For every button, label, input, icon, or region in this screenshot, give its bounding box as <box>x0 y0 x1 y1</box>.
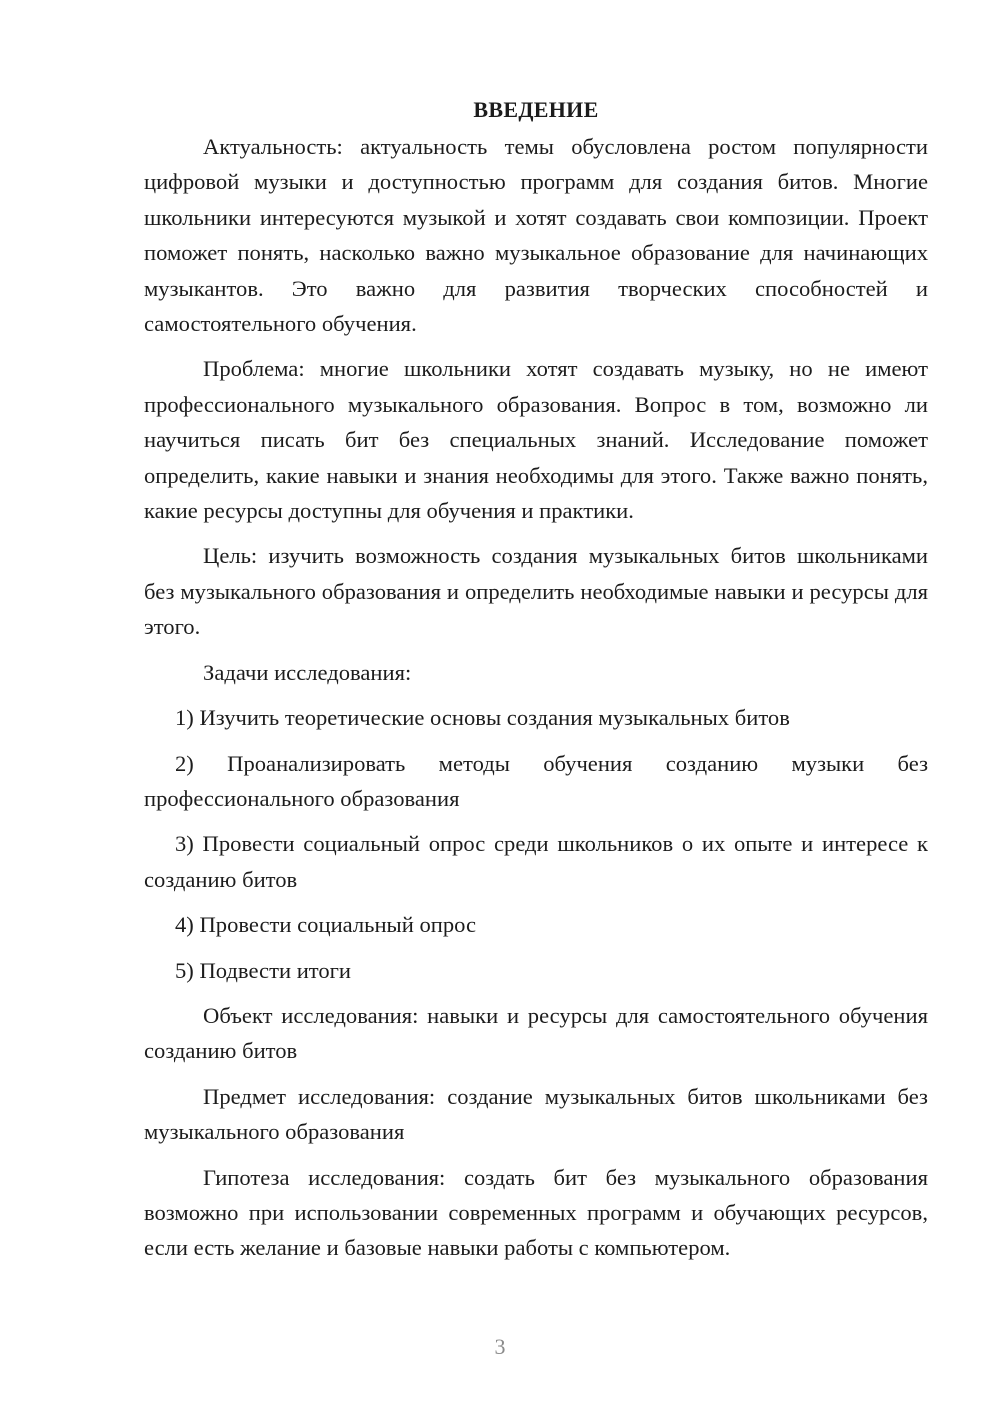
section-title: ВВЕДЕНИЕ <box>473 97 599 122</box>
goal-paragraph: Цель: изучить возможность создания музыкальных битов школьниками без музыкального образования и определить необходимые навыки и ресурсы для этого. <box>144 543 928 640</box>
subject-paragraph: Предмет исследования: создание музыкальных битов школьниками без музыкального образования <box>144 1083 928 1145</box>
object-paragraph: Объект исследования: навыки и ресурсы для самостоятельного обучения созданию битов <box>144 1002 928 1064</box>
task-item: 3) Провести социальный опрос среди школьников о их опыте и интересе к созданию битов <box>144 831 928 892</box>
problem-paragraph: Проблема: многие школьники хотят создавать музыку, но не имеют профессионального музыкального образования. Вопрос в том, возможно ли научиться писать бит без специальных знаний. Исследование поможет определить, какие навыки и знания необходимы для этого. Также важно понять, какие ресурсы доступны для обучения и практики. <box>144 356 928 524</box>
tasks-heading: Задачи исследования: <box>203 659 412 685</box>
page-content <box>144 92 928 1266</box>
task-item: 2) Проанализировать методы обучения созданию музыки без профессионального образования <box>144 750 928 811</box>
task-item: 4) Провести социальный опрос <box>175 912 477 938</box>
task-item: 1) Изучить теоретические основы создания музыкальных битов <box>175 705 790 731</box>
task-item: 5) Подвести итоги <box>175 957 352 983</box>
hypothesis-paragraph: Гипотеза исследования: создать бит без музыкального образования возможно при использовании современных программ и обучающих ресурсов, если есть желание и базовые навыки работы с компьютером. <box>144 1164 928 1261</box>
page-number: 3 <box>494 1334 506 1359</box>
relevance-paragraph: Актуальность: актуальность темы обусловлена ростом популярности цифровой музыки и доступностью программ для создания битов. Многие школьники интересуются музыкой и хотят создавать свои композиции. Проект поможет понять, насколько важно музыкальное образование для начинающих музыкантов. Это важно для развития творческих способностей и самостоятельного обучения. <box>144 134 928 337</box>
